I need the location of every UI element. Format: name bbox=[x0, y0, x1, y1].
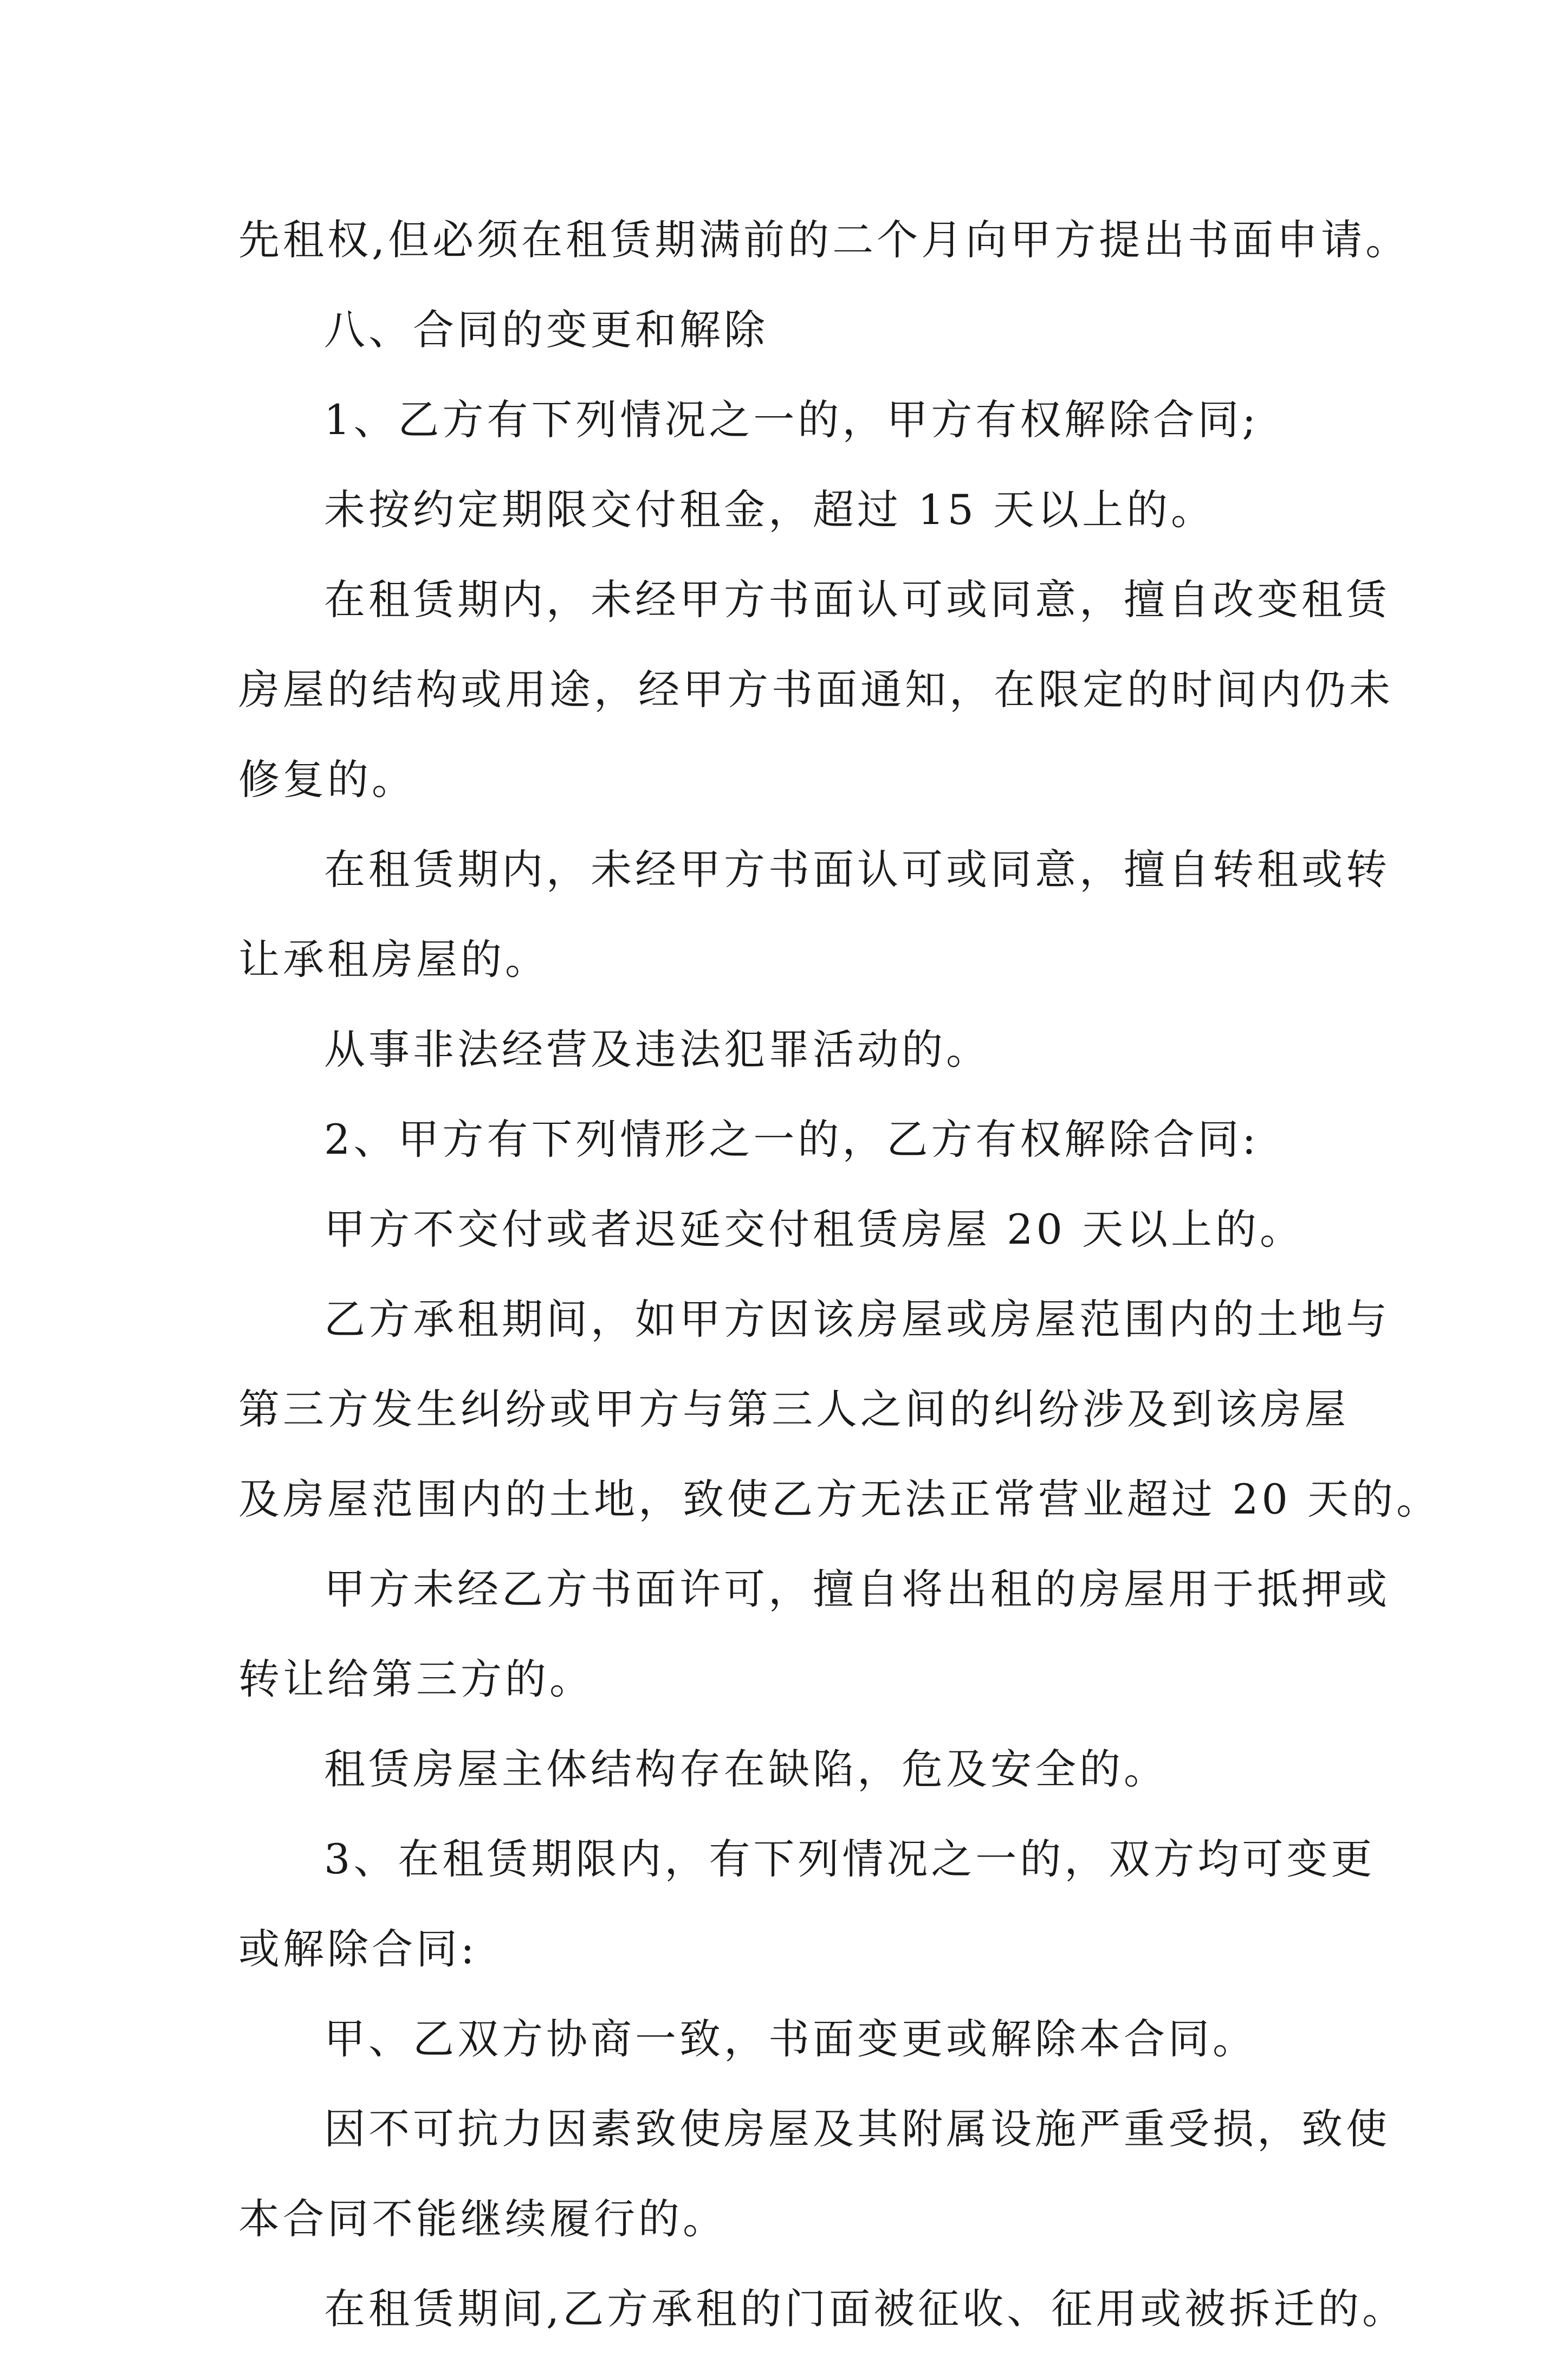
text-line: 因不可抗力因素致使房屋及其附属设施严重受损，致使 bbox=[324, 2105, 1390, 2153]
text-line: 转让给第三方的。 bbox=[238, 1655, 594, 1703]
text-line: 在租赁期间,乙方承租的门面被征收、征用或被拆迁的。 bbox=[324, 2285, 1407, 2333]
text-line: 租赁房屋主体结构存在缺陷，危及安全的。 bbox=[324, 1745, 1168, 1793]
text-line: 乙方承租期间，如甲方因该房屋或房屋范围内的土地与 bbox=[324, 1295, 1390, 1343]
text-line: 3、在租赁期限内，有下列情况之一的，双方均可变更 bbox=[324, 1835, 1376, 1883]
text-line: 修复的。 bbox=[238, 755, 416, 804]
text-line: 八、合同的变更和解除 bbox=[324, 306, 768, 354]
text-line: 甲方未经乙方书面许可，擅自将出租的房屋用于抵押或 bbox=[324, 1565, 1390, 1613]
text-line: 第三方发生纠纷或甲方与第三人之间的纠纷涉及到该房屋 bbox=[238, 1385, 1349, 1433]
text-line: 从事非法经营及违法犯罪活动的。 bbox=[324, 1025, 990, 1073]
text-line: 在租赁期内，未经甲方书面认可或同意，擅自改变租赁 bbox=[324, 575, 1390, 624]
text-line: 在租赁期内，未经甲方书面认可或同意，擅自转租或转 bbox=[324, 845, 1390, 894]
text-line: 本合同不能继续履行的。 bbox=[238, 2195, 727, 2243]
text-line: 先租权,但必须在租赁期满前的二个月向甲方提出书面申请。 bbox=[238, 216, 1410, 264]
text-line: 1、乙方有下列情况之一的，甲方有权解除合同; bbox=[324, 396, 1259, 444]
text-line: 未按约定期限交付租金，超过 15 天以上的。 bbox=[324, 486, 1216, 534]
text-line: 房屋的结构或用途，经甲方书面通知，在限定的时间内仍未 bbox=[238, 665, 1394, 714]
text-line: 或解除合同: bbox=[238, 1925, 478, 1973]
text-line: 2、甲方有下列情形之一的，乙方有权解除合同: bbox=[324, 1115, 1259, 1163]
text-line: 让承租房屋的。 bbox=[238, 935, 549, 984]
text-line: 甲、乙双方协商一致，书面变更或解除本合同。 bbox=[324, 2015, 1257, 2063]
contract-text-body bbox=[238, 195, 1441, 2354]
text-line: 甲方不交付或者迟延交付租赁房屋 20 天以上的。 bbox=[324, 1205, 1305, 1253]
text-line: 及房屋范围内的土地，致使乙方无法正常营业超过 20 天的。 bbox=[238, 1475, 1441, 1523]
